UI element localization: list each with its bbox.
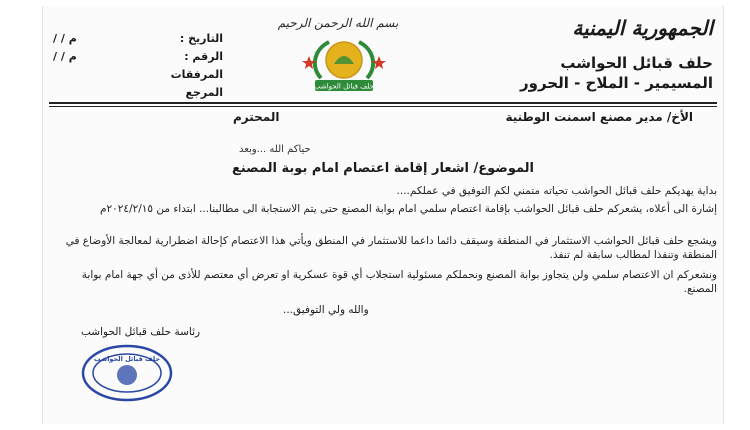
stamp-text: حلف قبائل الحواشب — [93, 355, 161, 363]
basmala: بسم الله الرحمن الرحيم — [277, 16, 399, 30]
alliance-logo — [301, 34, 387, 92]
meta-number — [53, 50, 223, 64]
meta-number-value: م / / — [53, 50, 77, 63]
meta-attachments-label: المرفقات — [170, 68, 223, 81]
stamp-emblem-icon — [117, 365, 137, 385]
paragraph-warning: ونشعركم ان الاعتصام سلمي ولن يتجاوز بوابة المصنع ونحملكم مسئولية استجلاب أي قوة عسكرية او تعرض أي معتصم للأذى من أي جهة امام بوابة المصنع. — [81, 269, 717, 295]
meta-date-label: التاريخ : — [179, 32, 223, 45]
signature: رئاسة حلف قبائل الحواشب — [81, 326, 201, 338]
letter-page — [42, 6, 724, 424]
government-title: الجمهورية اليمنية — [572, 16, 713, 40]
meta-date — [53, 32, 223, 46]
logo-caption: حلف قبائل الحواشب — [313, 82, 375, 91]
closing-line: والله ولي التوفيق... — [283, 304, 369, 316]
paragraph-investment: ويشجع حلف قبائل الحواشب الاستثمار في المنطقة وسيقف دائما داعما للاستثمار في المنطق ويأتي هذا الاعتصام كإحالة اضطرارية لمعالجة الأوضاع في المنطقة وتنفذا لمطالب سابقة لم تنفذ. — [65, 235, 717, 261]
paragraph-notice: إشارة الى أعلاه، يشعركم حلف قبائل الحواشب بإقامة اعتصام سلمي امام بوابة المصنع حتى يتم الاستجابة الى مطالبنا... ابتداء من ٢٠٢٤/٢/١٥م — [100, 203, 717, 215]
addressee: الأخ/ مدير مصنع اسمنت الوطنية — [505, 110, 693, 124]
paragraph-opening: بداية يهديكم حلف قبائل الحواشب تحياته متمني لكم التوفيق في عملكم.... — [396, 185, 717, 197]
meta-number-label: الرقم : — [184, 50, 223, 63]
places-line: المسيمير - الملاح - الحرور — [520, 74, 713, 92]
subject-line: الموضوع/ اشعار إقامة اعتصام امام بوبة المصنع — [231, 161, 535, 176]
header-divider-top — [49, 102, 717, 104]
header-divider-bottom — [49, 106, 717, 107]
official-stamp — [81, 344, 173, 402]
greeting: حياكم الله ...وبعد — [239, 144, 311, 155]
meta-attachments — [53, 68, 223, 82]
meta-reference — [53, 86, 223, 100]
meta-date-value: م / / — [53, 32, 77, 45]
tribe-alliance-name: حلف قبائل الحواشب — [560, 54, 713, 72]
meta-reference-label: المرجع — [185, 86, 223, 99]
respected-label: المحترم — [233, 110, 280, 124]
